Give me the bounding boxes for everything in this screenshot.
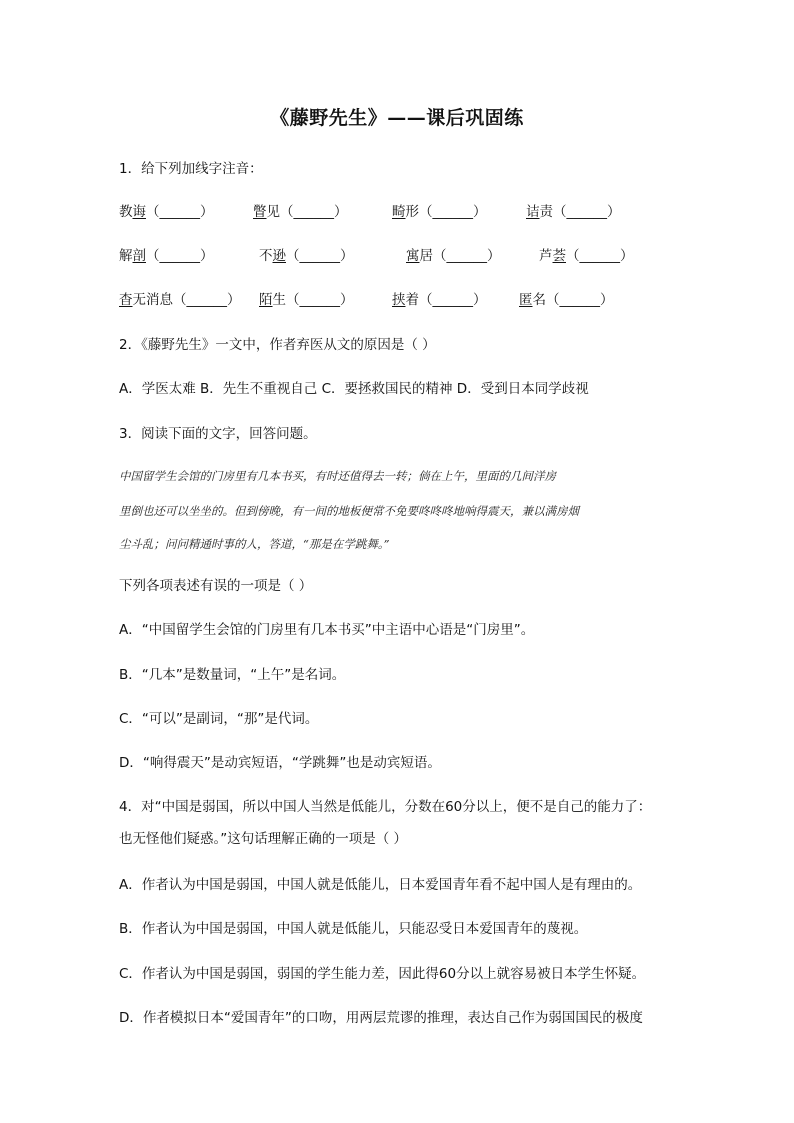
option-c: C．作者认为中国是弱国，弱国的学生能力差，因此得60分以上就容易被日本学生怀疑。 [119,966,646,982]
pinyin-item: 不逊（______） [259,248,354,264]
pinyin-item: 诘责（______） [526,204,621,220]
option-a: A．作者认为中国是弱国，中国人就是低能儿，日本爱国青年看不起中国人是有理由的。 [119,877,642,893]
question-3-stem: 3．阅读下面的文字，回答问题。 [119,426,317,442]
pinyin-item: 杳无消息（______） [119,292,241,308]
pinyin-item: 匿名（______） [519,292,614,308]
pinyin-item: 教诲（______） [119,204,214,220]
passage-line: 尘斗乱；问问精通时事的人，答道，“那是在学跳舞。” [119,537,390,551]
question-3-sub: 下列各项表述有误的一项是（ ） [119,578,313,594]
pinyin-item: 陌生（______） [259,292,354,308]
passage-line: 中国留学生会馆的门房里有几本书买，有时还值得去一转；倘在上午，里面的几间洋房 [119,469,556,483]
question-2-stem: 2．《藤野先生》一文中，作者弃医从文的原因是（ ） [119,337,436,353]
passage-line: 里倒也还可以坐坐的。但到傍晚，有一间的地板便常不免要咚咚咚地响得震天，兼以满房烟 [119,504,579,518]
pinyin-item: 寓居（______） [406,248,501,264]
pinyin-item: 挟着（______） [392,292,487,308]
pinyin-item: 解剖（______） [119,248,214,264]
option-b: B．作者认为中国是弱国，中国人就是低能儿，只能忍受日本爱国青年的蔑视。 [119,921,588,937]
question-1-stem: 1．给下列加线字注音： [119,161,263,177]
question-2-options: A．学医太难 B．先生不重视自己 C．要拯救国民的精神 D．受到日本同学歧视 [119,381,589,397]
pinyin-item: 芦荟（______） [539,248,634,264]
page-title: 《藤野先生》——课后巩固练 [270,107,524,129]
option-a: A．“中国留学生会馆的门房里有几本书买”中主语中心语是“门房里”。 [119,622,535,638]
pinyin-item: 瞥见（______） [253,204,348,220]
pinyin-item: 畸形（______） [392,204,487,220]
option-b: B．“几本”是数量词，“上午”是名词。 [119,667,346,683]
option-d: D．“响得震天”是动宾短语，“学跳舞”也是动宾短语。 [119,755,441,771]
question-4-stem-cont: 也无怪他们疑惑。”这句话理解正确的一项是（ ） [119,831,408,847]
option-c: C．“可以”是副词，“那”是代词。 [119,711,319,727]
option-d: D．作者模拟日本“爱国青年”的口吻，用两层荒谬的推理，表达自己作为弱国国民的极度 [119,1010,643,1026]
question-4-stem: 4．对“中国是弱国，所以中国人当然是低能儿，分数在60分以上，便不是自己的能力了： [119,799,652,815]
